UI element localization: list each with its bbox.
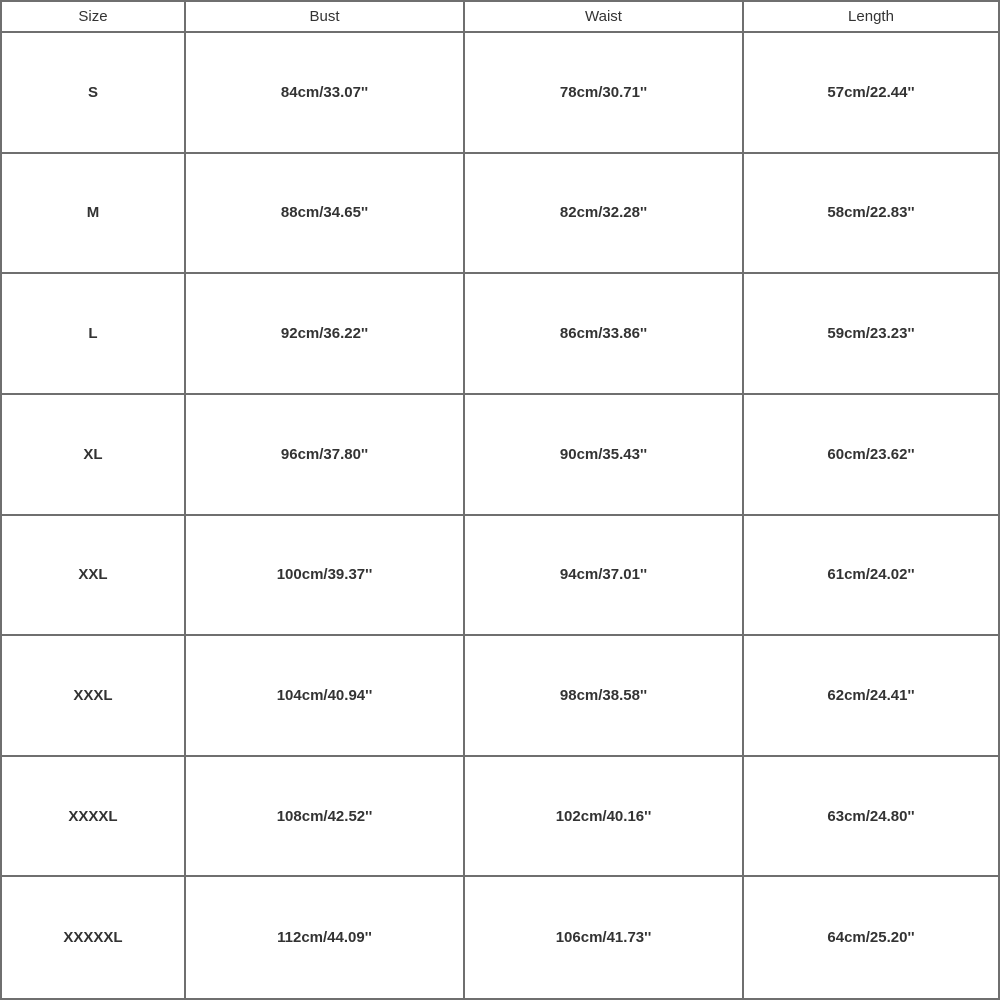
bust-cell: 112cm/44.09'': [186, 877, 465, 998]
size-cell: XXL: [2, 516, 186, 637]
length-cell: 62cm/24.41'': [744, 636, 998, 757]
waist-cell: 86cm/33.86'': [465, 274, 744, 395]
waist-cell: 90cm/35.43'': [465, 395, 744, 516]
length-cell: 58cm/22.83'': [744, 154, 998, 275]
header-size: Size: [2, 2, 186, 33]
length-cell: 57cm/22.44'': [744, 33, 998, 154]
bust-cell: 84cm/33.07'': [186, 33, 465, 154]
bust-cell: 104cm/40.94'': [186, 636, 465, 757]
waist-cell: 82cm/32.28'': [465, 154, 744, 275]
length-cell: 59cm/23.23'': [744, 274, 998, 395]
waist-cell: 106cm/41.73'': [465, 877, 744, 998]
length-cell: 64cm/25.20'': [827, 929, 915, 947]
size-cell: XXXL: [2, 636, 186, 757]
length-cell: 63cm/24.80'': [744, 757, 998, 878]
waist-cell: 78cm/30.71'': [465, 33, 744, 154]
waist-cell: 102cm/40.16'': [465, 757, 744, 878]
size-cell: L: [2, 274, 186, 395]
header-bust: Bust: [186, 2, 465, 33]
bust-cell: 92cm/36.22'': [186, 274, 465, 395]
size-cell: XXXXXL: [2, 877, 186, 998]
header-waist: Waist: [465, 2, 744, 33]
waist-cell: 98cm/38.58'': [465, 636, 744, 757]
size-cell: XXXXL: [2, 757, 186, 878]
bust-cell: 96cm/37.80'': [186, 395, 465, 516]
size-cell: S: [2, 33, 186, 154]
length-cell: 60cm/23.62'': [744, 395, 998, 516]
length-cell: 61cm/24.02'': [744, 516, 998, 637]
size-cell: XL: [2, 395, 186, 516]
waist-cell: 94cm/37.01'': [465, 516, 744, 637]
bust-cell: 88cm/34.65'': [186, 154, 465, 275]
size-cell: M: [2, 154, 186, 275]
bust-cell: 108cm/42.52'': [186, 757, 465, 878]
bust-cell: 100cm/39.37'': [186, 516, 465, 637]
header-length: Length: [744, 2, 998, 33]
